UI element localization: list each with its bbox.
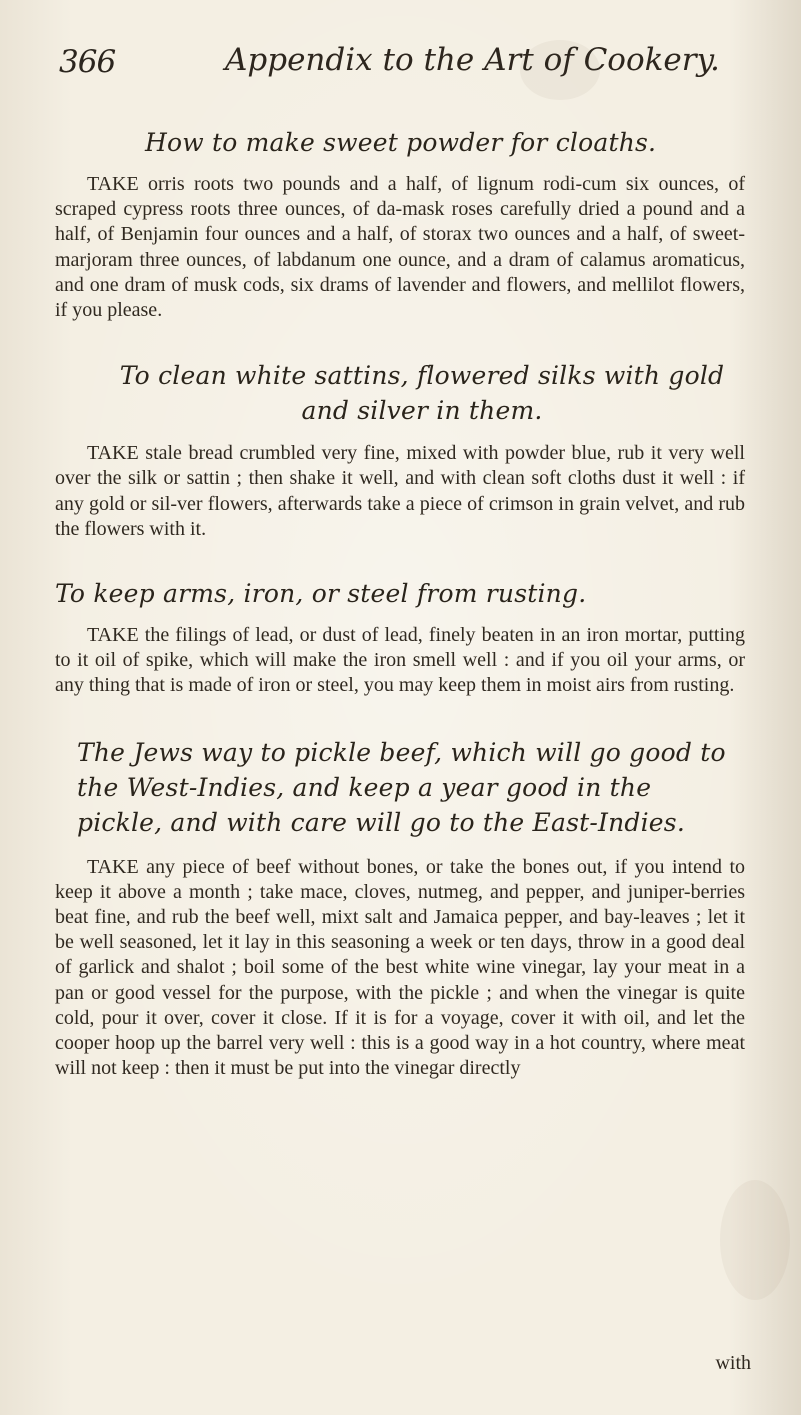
page-number: 366	[59, 44, 116, 80]
recipe-title: How to make sweet powder for cloaths.	[145, 128, 657, 157]
recipe-keep-arms	[55, 576, 745, 699]
running-head: Appendix to the Art of Cookery.	[225, 42, 720, 78]
recipe-text: TAKE the filings of lead, or dust of lead, finely beaten in an iron mortar, putting to it oil of spike, which will make the iron smell well : and if you oil your arms, or any thing that is made of iron or steel, you may keep them in moist airs from rusting.	[55, 624, 745, 697]
recipe-title: To clean white sattins, flowered silks with gold and silver in them.	[119, 361, 725, 426]
recipe-clean-sattins	[55, 358, 745, 542]
page-content	[55, 125, 745, 1380]
recipe-text: TAKE orris roots two pounds and a half, of lignum rodi-cum six ounces, of scraped cypress roots three ounces, of da-mask roses carefully dried a pound and a half, of Benjamin four ounces and a half, of storax two ounces and a half, of sweet-marjoram three ounces, of labdanum one ounce, and a dram of calamus aromaticus, and one dram of musk cods, six drams of lavender and flowers, and mellilot flowers, if you please.	[55, 173, 745, 322]
recipe-text: TAKE stale bread crumbled very fine, mixed with powder blue, rub it very well over the silk or sattin ; then shake it well, and with clean soft cloths dust it well : if any gold or sil-ver flowers, afterwards take a piece of crimson in grain velvet, and rub the flowers with it.	[55, 442, 745, 540]
page-header	[55, 36, 745, 86]
recipe-sweet-powder	[55, 125, 745, 323]
recipe-text: TAKE any piece of beef without bones, or take the bones out, if you intend to keep it above a month ; take mace, cloves, nutmeg, and pepper, and juniper-berries beat fine, and rub the beef well, mixt salt and Jamaica pepper, and bay-leaves ; let it be well seasoned, let it lay in this seasoning a week or ten days, throw in a good deal of garlick and shalot ; boil some of the best white wine vinegar, lay your meat in a pan or good vessel for the purpose, with the pickle ; and when the vinegar is quite cold, pour it over, cover it close. If it is for a voyage, cover it with oil, and let the cooper hoop up the barrel very well : this is a good way in a hot country, where meat will not keep : then it must be put into the vinegar directly	[55, 855, 745, 1080]
recipe-pickle-beef	[55, 735, 745, 1082]
catchword: with	[715, 1352, 751, 1374]
recipe-title: To keep arms, iron, or steel from rusting.	[55, 579, 587, 609]
recipe-title: The Jews way to pickle beef, which will go good to the West-Indies, and keep a year good in the pickle, and with care will go to the East-Indies.	[77, 737, 726, 837]
